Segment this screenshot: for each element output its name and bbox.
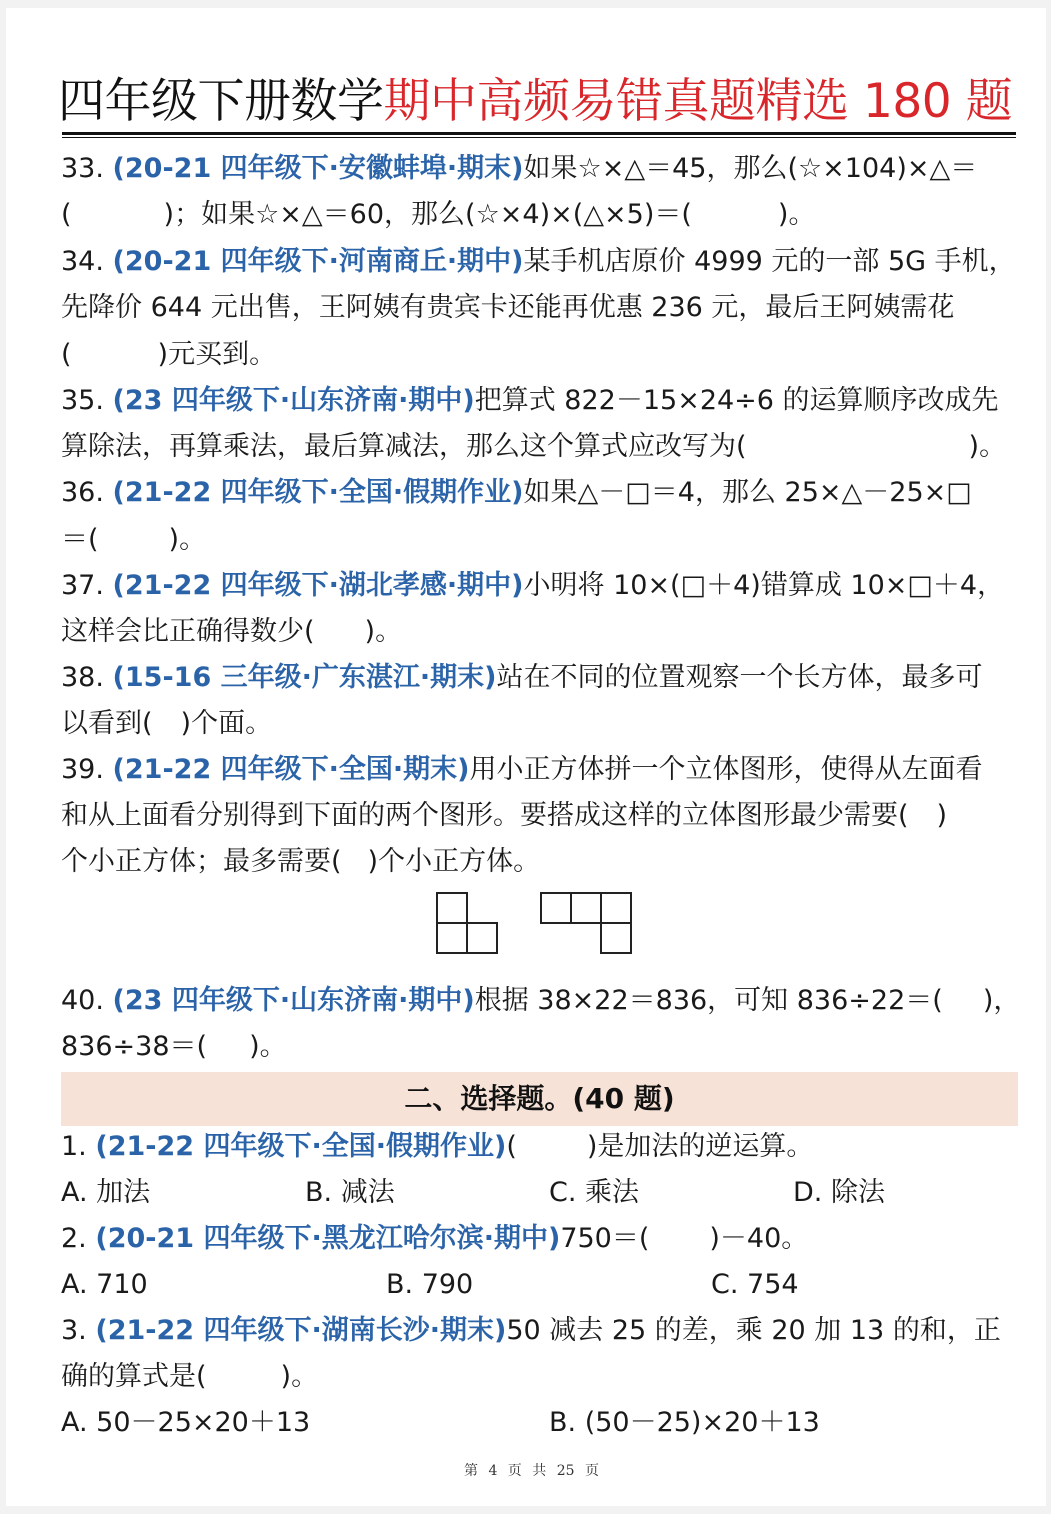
question-35-line1: 35. (23 四年级下·山东济南·期中)把算式 822－15×24÷6 的运算顺序改成先: [61, 385, 999, 416]
question-source: (20-21 四年级下·黑龙江哈尔滨·期中): [95, 1223, 561, 1254]
grid-cell: [570, 892, 602, 924]
question-source: (15-16 三年级·广东湛江·期末): [112, 662, 497, 693]
choice-1-option-d[interactable]: D. 除法: [793, 1177, 885, 1208]
choice-1-stem: 1. (21-22 四年级下·全国·假期作业)( )是加法的逆运算。: [61, 1131, 814, 1162]
question-33-line2: ( )；如果☆×△＝60，那么(☆×4)×(△×5)＝( )。: [61, 199, 816, 230]
grid-cell: [466, 922, 498, 954]
choice-3-stem-line2: 确的算式是( )。: [61, 1361, 319, 1392]
grid-cell: [600, 922, 632, 954]
grid-cell: [600, 892, 632, 924]
question-35-line2: 算除法，再算乘法，最后算减法，那么这个算式应改写为( )。: [61, 431, 1007, 462]
choice-3-option-a[interactable]: A. 50－25×20＋13: [61, 1407, 311, 1438]
choice-2-option-b[interactable]: B. 790: [386, 1269, 474, 1300]
grid-cell: [436, 922, 468, 954]
choice-1-option-c[interactable]: C. 乘法: [549, 1177, 640, 1208]
question-33-line1: 33. (20-21 四年级下·安徽蚌埠·期末)如果☆×△＝45，那么(☆×104)×△＝: [61, 153, 978, 184]
page-title: 四年级下册数学期中高频易错真题精选 180 题: [58, 74, 1013, 129]
title-rule-thick: [62, 132, 1016, 135]
question-39-line1: 39. (21-22 四年级下·全国·期末)用小正方体拼一个立体图形，使得从左面看: [61, 754, 983, 785]
choice-1-option-a[interactable]: A. 加法: [61, 1177, 151, 1208]
choice-2-stem: 2. (20-21 四年级下·黑龙江哈尔滨·期中)750＝( )－40。: [61, 1223, 809, 1254]
question-34-line3: ( )元买到。: [61, 339, 277, 370]
question-source: (21-22 四年级下·湖南长沙·期末): [95, 1315, 507, 1346]
question-38-line1: 38. (15-16 三年级·广东湛江·期末)站在不同的位置观察一个长方体，最多可: [61, 662, 983, 693]
question-37-line2: 这样会比正确得数少( )。: [61, 616, 403, 647]
question-40-line2: 836÷38＝( )。: [61, 1031, 287, 1062]
choice-2-option-a[interactable]: A. 710: [61, 1269, 148, 1300]
choice-1-option-b[interactable]: B. 减法: [305, 1177, 395, 1208]
question-source: (21-22 四年级下·全国·期末): [112, 754, 470, 785]
question-40-line1: 40. (23 四年级下·山东济南·期中)根据 38×22＝836，可知 836÷22＝( )，: [61, 985, 1021, 1016]
title-rule-thin: [62, 137, 1016, 138]
question-source: (23 四年级下·山东济南·期中): [112, 385, 475, 416]
page-footer: 第 4 页 共 25 页: [464, 1463, 599, 1479]
question-source: (21-22 四年级下·全国·假期作业): [95, 1131, 507, 1162]
choice-3-option-b[interactable]: B. (50－25)×20＋13: [549, 1407, 820, 1438]
question-source: (23 四年级下·山东济南·期中): [112, 985, 475, 1016]
question-38-line2: 以看到( )个面。: [61, 708, 273, 739]
question-36-line2: ＝( )。: [61, 524, 207, 555]
question-37-line1: 37. (21-22 四年级下·湖北孝感·期中)小明将 10×(□＋4)错算成 10×□＋4，: [61, 570, 1005, 601]
question-source: (21-22 四年级下·全国·假期作业): [112, 477, 524, 508]
question-34-line1: 34. (20-21 四年级下·河南商丘·期中)某手机店原价 4999 元的一部 5G 手机，: [61, 246, 1016, 277]
question-source: (20-21 四年级下·安徽蚌埠·期末): [112, 153, 524, 184]
choice-3-stem: 3. (21-22 四年级下·湖南长沙·期末)50 减去 25 的差，乘 20 加 13 的和，正: [61, 1315, 1001, 1346]
question-source: (21-22 四年级下·湖北孝感·期中): [112, 570, 524, 601]
question-source: (20-21 四年级下·河南商丘·期中): [112, 246, 524, 277]
question-39-line2: 和从上面看分别得到下面的两个图形。要搭成这样的立体图形最少需要( ): [61, 800, 948, 831]
choice-2-option-c[interactable]: C. 754: [711, 1269, 799, 1300]
grid-cell: [436, 892, 468, 924]
question-36-line1: 36. (21-22 四年级下·全国·假期作业)如果△－□＝4，那么 25×△－25×□: [61, 477, 972, 508]
section-header: 二、选择题。(40 题): [61, 1072, 1018, 1126]
worksheet-page: [6, 8, 1046, 1506]
question-39-line3: 个小正方体；最多需要( )个小正方体。: [61, 846, 541, 877]
grid-cell: [540, 892, 572, 924]
question-34-line2: 先降价 644 元出售，王阿姨有贵宾卡还能再优惠 236 元，最后王阿姨需花: [61, 292, 955, 323]
